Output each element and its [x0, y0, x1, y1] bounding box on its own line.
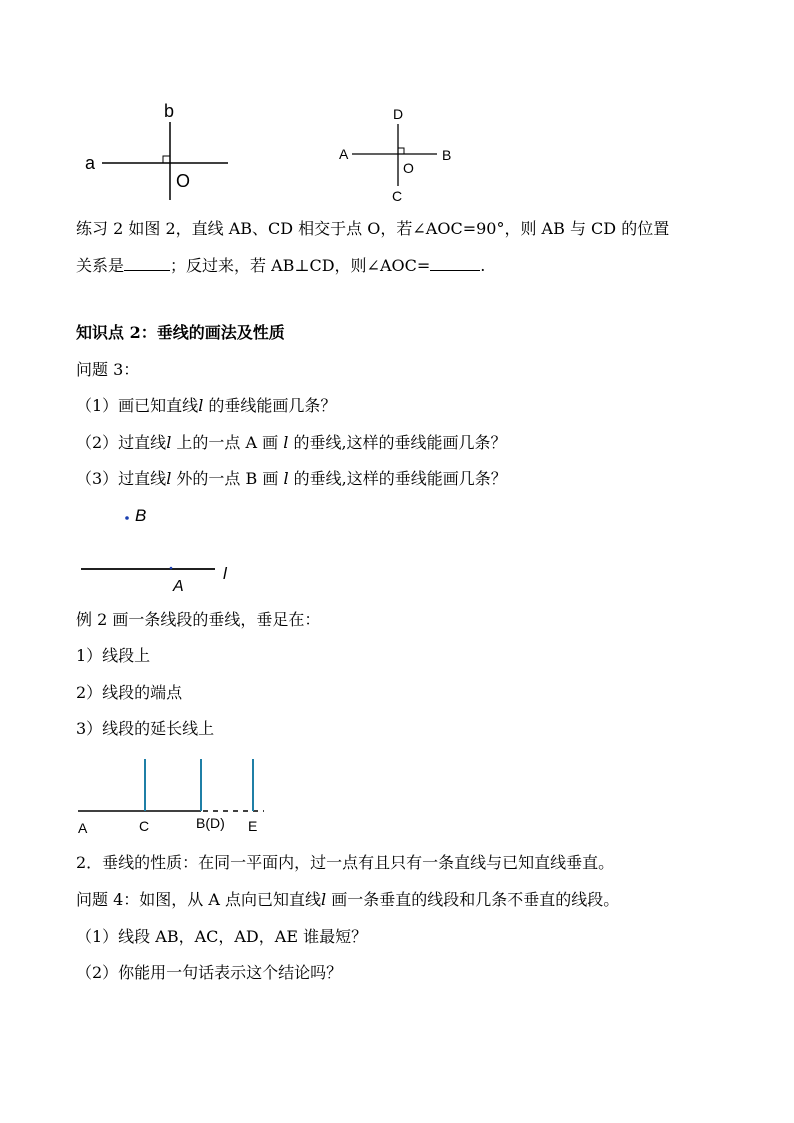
question-3-item-3	[76, 469, 507, 489]
q3-text-end: 的垂线,这样的垂线能画几条？	[293, 469, 507, 488]
q1-text-start: （1）画已知直线	[76, 396, 199, 415]
point-b	[125, 516, 129, 520]
point-a	[170, 567, 173, 570]
q3-text-middle: 外的一点 B 画	[176, 469, 279, 488]
question-3-item-2	[76, 433, 507, 453]
example-2-item-1: 1）线段上	[76, 646, 151, 665]
question-4-item-1: （1）线段 AB，AC，AD，AE 谁最短？	[76, 927, 368, 946]
label-d: D	[393, 106, 404, 122]
label-c: C	[139, 818, 150, 834]
q1-variable-l: l	[198, 396, 204, 415]
example-2-item-3: 3）线段的延长线上	[76, 719, 215, 738]
label-a: a	[85, 153, 96, 173]
exercise-2-line-2	[76, 256, 485, 276]
question-4	[76, 890, 619, 910]
exercise-2-line-2-start: 关系是	[76, 256, 125, 275]
question-4-text-end: 画一条垂直的线段和几条不垂直的线段。	[331, 890, 620, 909]
label-bd: B(D)	[196, 815, 225, 831]
figure-perpendicular-abcd	[330, 100, 470, 210]
q2-variable-l-2: l	[283, 433, 289, 452]
exercise-2-line-2-end: .	[480, 256, 486, 275]
answer-blank-1	[124, 256, 170, 271]
label-a: A	[339, 146, 349, 162]
exercise-2-line-1: 练习 2 如图 2，直线 AB、CD 相交于点 O，若∠AOC=90°，则 AB 与 CD 的位置	[76, 219, 670, 238]
right-angle-mark	[398, 148, 404, 154]
question-4-item-2: （2）你能用一句话表示这个结论吗？	[76, 963, 343, 982]
property-statement: 2．垂线的性质：在同一平面内，过一点有且只有一条直线与已知直线垂直。	[76, 853, 615, 872]
exercise-2-line-2-middle: ；反过来，若 AB⊥CD，则∠AOC=	[170, 256, 431, 275]
q2-text-start: （2）过直线	[76, 433, 167, 452]
example-2-item-2: 2）线段的端点	[76, 683, 183, 702]
q2-text-end: 的垂线,这样的垂线能画几条？	[293, 433, 507, 452]
label-e: E	[248, 818, 258, 834]
label-b: B	[442, 147, 452, 163]
question-4-variable-l: l	[321, 890, 327, 909]
label-l: l	[223, 564, 227, 583]
section-heading: 知识点 2：垂线的画法及性质	[76, 323, 285, 342]
q3-variable-l-2: l	[283, 469, 289, 488]
label-o: O	[176, 171, 191, 191]
q2-text-middle: 上的一点 A 画	[176, 433, 279, 452]
label-o: O	[403, 160, 414, 176]
example-2-title: 例 2 画一条线段的垂线，垂足在：	[76, 610, 321, 629]
label-b: B	[135, 506, 147, 525]
q1-text-end: 的垂线能画几条？	[208, 396, 337, 415]
figure-perpendicular-ab	[75, 95, 245, 205]
question-3-item-1	[76, 396, 336, 416]
right-angle-mark	[163, 156, 170, 163]
question-4-text-start: 问题 4：如图，从 A 点向已知直线	[76, 890, 321, 909]
answer-blank-2	[430, 256, 480, 271]
figure-segment-perpendiculars	[70, 750, 280, 840]
label-a: A	[173, 578, 184, 595]
figure-line-l	[75, 500, 245, 600]
question-3-title: 问题 3：	[76, 360, 140, 379]
label-a: A	[78, 820, 88, 836]
q3-text-start: （3）过直线	[76, 469, 167, 488]
q3-variable-l: l	[166, 469, 172, 488]
label-c: C	[392, 188, 403, 204]
label-b: b	[164, 101, 175, 121]
q2-variable-l: l	[166, 433, 172, 452]
